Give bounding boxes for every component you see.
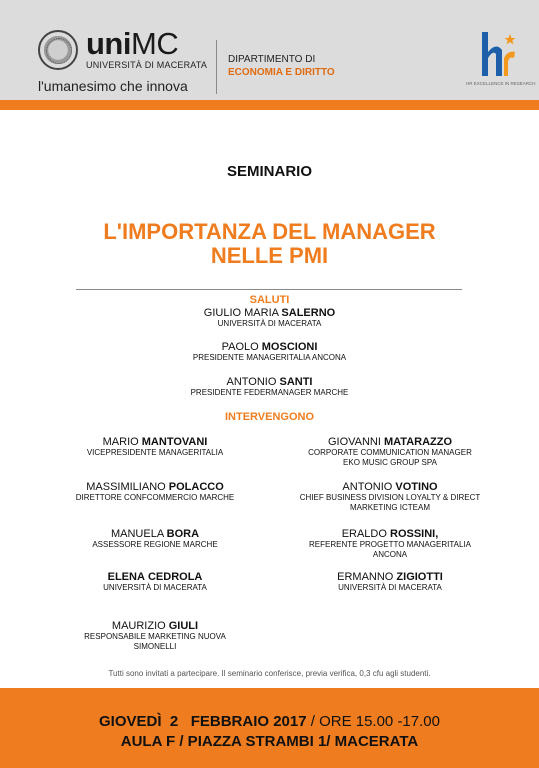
event-time: / ORE 15.00 -17.00 (306, 713, 440, 730)
saluti-person-2 (0, 341, 539, 363)
person-first-name: GIULIO MARIA (203, 307, 279, 319)
person-first-name: ANTONIO (342, 481, 393, 493)
university-name: UNIVERSITÀ DI MACERATA (86, 60, 208, 70)
event-date: GIOVEDÌ 2 FEBBRAIO 2017 (99, 713, 307, 730)
person-role: VICEPRESIDENTE MANAGERITALIA (86, 448, 224, 457)
speaker-right-1 (270, 436, 510, 468)
speaker-left-3 (40, 528, 270, 550)
speaker-right-3 (270, 528, 510, 560)
person-role-cont: MARKETING ICTEAM (349, 503, 430, 512)
person-last-name: VOTINO (395, 481, 438, 493)
person-role: PRESIDENTE FEDERMANAGER MARCHE (190, 388, 349, 397)
person-first-name: ERALDO (341, 528, 387, 540)
person-role: UNIVERSITÀ DI MACERATA (103, 583, 207, 592)
person-name (40, 481, 270, 493)
person-first-name: GIOVANNI (327, 436, 381, 448)
person-role: UNIVERSITÀ DI MACERATA (338, 583, 442, 592)
saluti-person-3 (0, 376, 539, 398)
person-name (0, 376, 539, 388)
speaker-right-2 (270, 481, 510, 513)
header-accent-strip (0, 100, 539, 110)
speaker-left-1 (40, 436, 270, 458)
person-last-name: ROSSINI, (390, 528, 439, 540)
person-role-cont: SIMONELLI (133, 642, 177, 651)
person-role: CHIEF BUSINESS DIVISION LOYALTY & DIRECT (299, 493, 481, 502)
speaker-left-5 (40, 620, 270, 652)
person-role: UNIVERSITÀ DI MACERATA (217, 319, 322, 328)
person-first-name: MANUELA (110, 528, 164, 540)
person-role: DIRETTORE CONFCOMMERCIO MARCHE (75, 493, 235, 502)
hr-excellence-logo-icon (478, 28, 518, 80)
person-first-name: PAOLO (221, 341, 259, 353)
event-title-line1: L'IMPORTANZA DEL MANAGER (103, 219, 436, 244)
person-name (270, 528, 510, 540)
person-last-name: MATARAZZO (384, 436, 453, 448)
saluti-person-1 (0, 307, 539, 329)
speaker-left-2 (40, 481, 270, 503)
person-role: REFERENTE PROGETTO MANAGERITALIA (309, 540, 471, 549)
person-name (0, 307, 539, 319)
university-seal-icon (38, 30, 78, 70)
person-role-cont: ANCONA (372, 550, 408, 559)
event-place: AULA F / PIAZZA STRAMBI 1/ MACERATA (120, 733, 419, 750)
hr-caption: HR EXCELLENCE IN RESEARCH (466, 81, 536, 86)
person-role: ASSESSORE REGIONE MARCHE (92, 540, 218, 549)
person-last-name: ZIGIOTTI (396, 571, 443, 583)
person-last-name: GIULI (168, 620, 199, 632)
event-title (0, 220, 539, 268)
person-name (270, 481, 510, 493)
person-last-name: SANTI (279, 376, 313, 388)
department-name: ECONOMIA E DIRITTO (228, 67, 335, 78)
person-name (40, 620, 270, 632)
person-name (40, 436, 270, 448)
person-last-name: MANTOVANI (141, 436, 208, 448)
university-motto: l'umanesimo che innova (38, 78, 188, 94)
person-first-name: ELENA (107, 571, 145, 583)
saluti-heading: SALUTI (249, 294, 290, 306)
person-name (270, 436, 510, 448)
unimc-logo (86, 28, 178, 60)
unimc-logo-bold: uni (86, 26, 131, 61)
person-role: PRESIDENTE MANAGERITALIA ANCONA (192, 353, 347, 362)
header-divider (216, 40, 217, 94)
speaker-left-4 (40, 571, 270, 593)
person-first-name: MARIO (102, 436, 139, 448)
event-type: SEMINARIO (226, 163, 312, 180)
person-name (270, 571, 510, 583)
person-name (0, 341, 539, 353)
person-first-name: ERMANNO (337, 571, 394, 583)
person-last-name: CEDROLA (147, 571, 203, 583)
person-name (40, 528, 270, 540)
department-label: DIPARTIMENTO DI (228, 54, 316, 65)
person-role: CORPORATE COMMUNICATION MANAGER (308, 448, 472, 457)
person-first-name: MAURIZIO (111, 620, 166, 632)
person-last-name: MOSCIONI (261, 341, 318, 353)
title-divider (76, 289, 462, 290)
person-last-name: POLACCO (168, 481, 224, 493)
intervengono-heading: INTERVENGONO (224, 411, 315, 423)
event-date-time (0, 713, 539, 730)
person-last-name: SALERNO (281, 307, 336, 319)
person-role-cont: EKO MUSIC GROUP SPA (343, 458, 437, 467)
speaker-right-4 (270, 571, 510, 593)
unimc-logo-light: MC (131, 26, 179, 61)
person-role: RESPONSABILE MARKETING NUOVA (84, 632, 226, 641)
person-name (40, 571, 270, 583)
person-first-name: MASSIMILIANO (86, 481, 166, 493)
person-first-name: ANTONIO (226, 376, 277, 388)
footnote: Tutti sono invitati a partecipare. Il seminario conferisce, previa verifica, 0,3 cfu agli studenti. (108, 669, 431, 678)
event-title-line2: NELLE PMI (210, 243, 329, 268)
person-last-name: BORA (166, 528, 200, 540)
